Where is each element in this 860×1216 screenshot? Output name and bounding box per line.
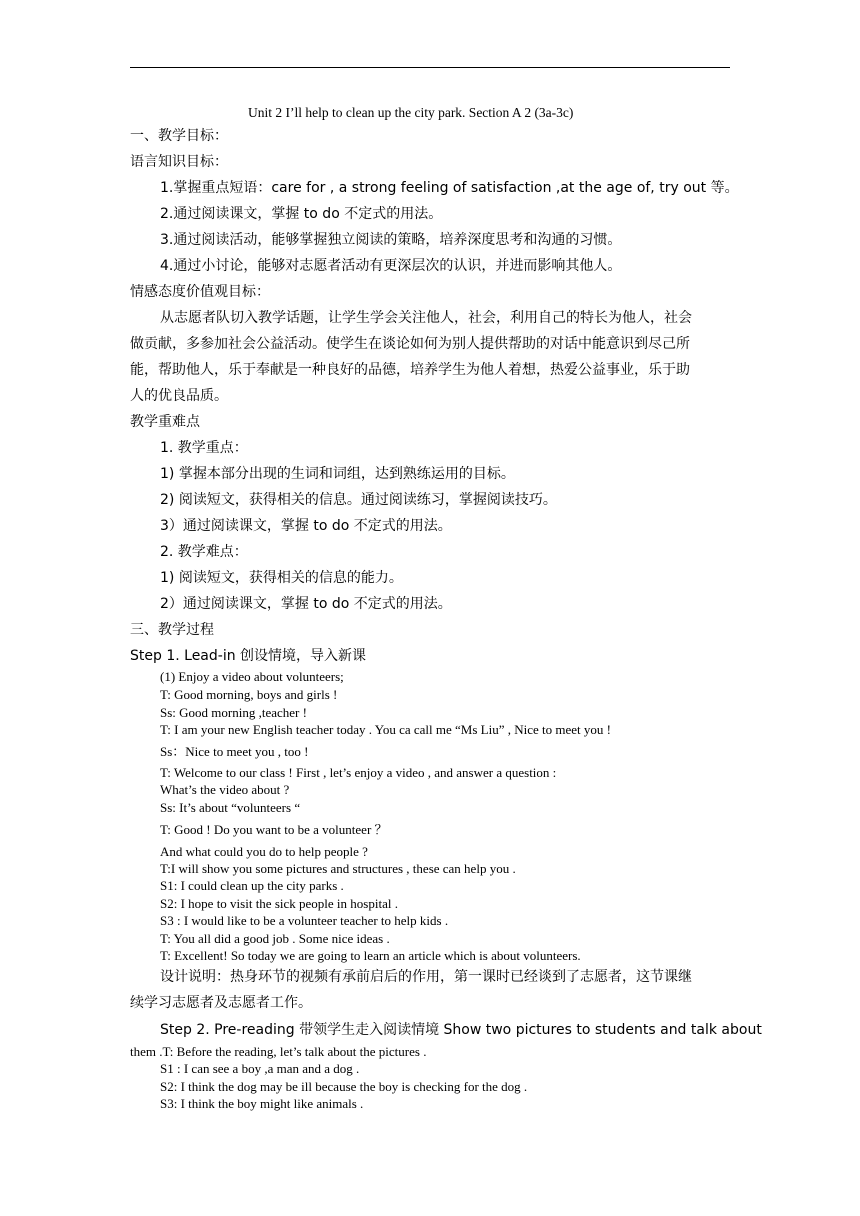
dialogue-line: (1) Enjoy a video about volunteers;: [160, 669, 344, 684]
dialogue-line: Ss：Nice to meet you , too !: [160, 744, 309, 759]
paragraph-line: 能，帮助他人，乐于奉献是一种良好的品德，培养学生为他人着想，热爱公益事业，乐于助: [130, 362, 690, 378]
list-item: 4.通过小讨论，能够对志愿者活动有更深层次的认识，并进而影响其他人。: [160, 258, 622, 274]
design-note-line: 续学习志愿者及志愿者工作。: [130, 995, 312, 1011]
dialogue-line: S1: I could clean up the city parks .: [160, 878, 344, 893]
paragraph-line: 做贡献，多参加社会公益活动。使学生在谈论如何为别人提供帮助的对话中能意识到尽己所: [130, 336, 690, 352]
dialogue-line: them .T: Before the reading, let’s talk about the pictures .: [130, 1044, 427, 1059]
section-heading: 三、教学过程: [130, 622, 214, 638]
list-item: 3）通过阅读课文，掌握 to do 不定式的用法。: [160, 518, 452, 534]
list-item: 2）通过阅读课文，掌握 to do 不定式的用法。: [160, 596, 452, 612]
dialogue-line: T:I will show you some pictures and structures , these can help you .: [160, 861, 516, 876]
dialogue-line: T: Welcome to our class ! First , let’s enjoy a video , and answer a question :: [160, 765, 557, 780]
dialogue-line: T: Good morning, boys and girls !: [160, 687, 338, 702]
subheading: 语言知识目标：: [130, 154, 228, 170]
paragraph-line: 人的优良品质。: [130, 388, 228, 404]
section-heading: 一、教学目标：: [130, 128, 228, 144]
dialogue-line: S2: I hope to visit the sick people in hospital .: [160, 896, 398, 911]
step-heading: Step 1. Lead-in 创设情境，导入新课: [130, 648, 367, 664]
header-rule: [130, 67, 730, 68]
subheading: 情感态度价值观目标：: [130, 284, 270, 300]
dialogue-line: Ss: It’s about “volunteers “: [160, 800, 301, 815]
dialogue-line: T: I am your new English teacher today . You ca call me “Ms Liu” , Nice to meet you !: [160, 722, 611, 737]
dialogue-line: What’s the video about ?: [160, 782, 290, 797]
dialogue-line: S2: I think the dog may be ill because the boy is checking for the dog .: [160, 1079, 528, 1094]
dialogue-line: S3: I think the boy might like animals .: [160, 1096, 364, 1111]
dialogue-line: T: Good ! Do you want to be a volunteer ？: [160, 822, 388, 837]
list-item: 3.通过阅读活动，能够掌握独立阅读的策略，培养深度思考和沟通的习惯。: [160, 232, 622, 248]
dialogue-line: T: Excellent! So today we are going to learn an article which is about volunteers.: [160, 948, 581, 963]
list-item: 2.通过阅读课文，掌握 to do 不定式的用法。: [160, 206, 443, 222]
list-item: 1) 掌握本部分出现的生词和词组，达到熟练运用的目标。: [160, 466, 515, 482]
list-item: 1) 阅读短文，获得相关的信息的能力。: [160, 570, 403, 586]
subheading: 教学重难点: [130, 414, 200, 430]
paragraph-line: 从志愿者队切入教学话题，让学生学会关注他人，社会，利用自己的特长为他人，社会: [160, 310, 692, 326]
dialogue-line: T: You all did a good job . Some nice ideas .: [160, 931, 390, 946]
document-title: Unit 2 I’ll help to clean up the city park. Section A 2 (3a-3c): [248, 105, 574, 120]
list-item: 1.掌握重点短语：care for , a strong feeling of satisfaction ,at the age of, try out 等。: [160, 180, 739, 196]
dialogue-line: S1 : I can see a boy ,a man and a dog .: [160, 1061, 360, 1076]
design-note-line: 设计说明：热身环节的视频有承前启后的作用，第一课时已经谈到了志愿者，这节课继: [160, 969, 692, 985]
dialogue-line: S3 : I would like to be a volunteer teacher to help kids .: [160, 913, 449, 928]
dialogue-line: Ss: Good morning ,teacher !: [160, 705, 307, 720]
step-heading: Step 2. Pre-reading 带领学生走入阅读情境 Show two pictures to students and talk about: [160, 1022, 762, 1038]
list-item: 2. 教学难点：: [160, 544, 248, 560]
list-item: 2) 阅读短文，获得相关的信息。通过阅读练习，掌握阅读技巧。: [160, 492, 557, 508]
list-item: 1. 教学重点：: [160, 440, 248, 456]
dialogue-line: And what could you do to help people ?: [160, 844, 368, 859]
